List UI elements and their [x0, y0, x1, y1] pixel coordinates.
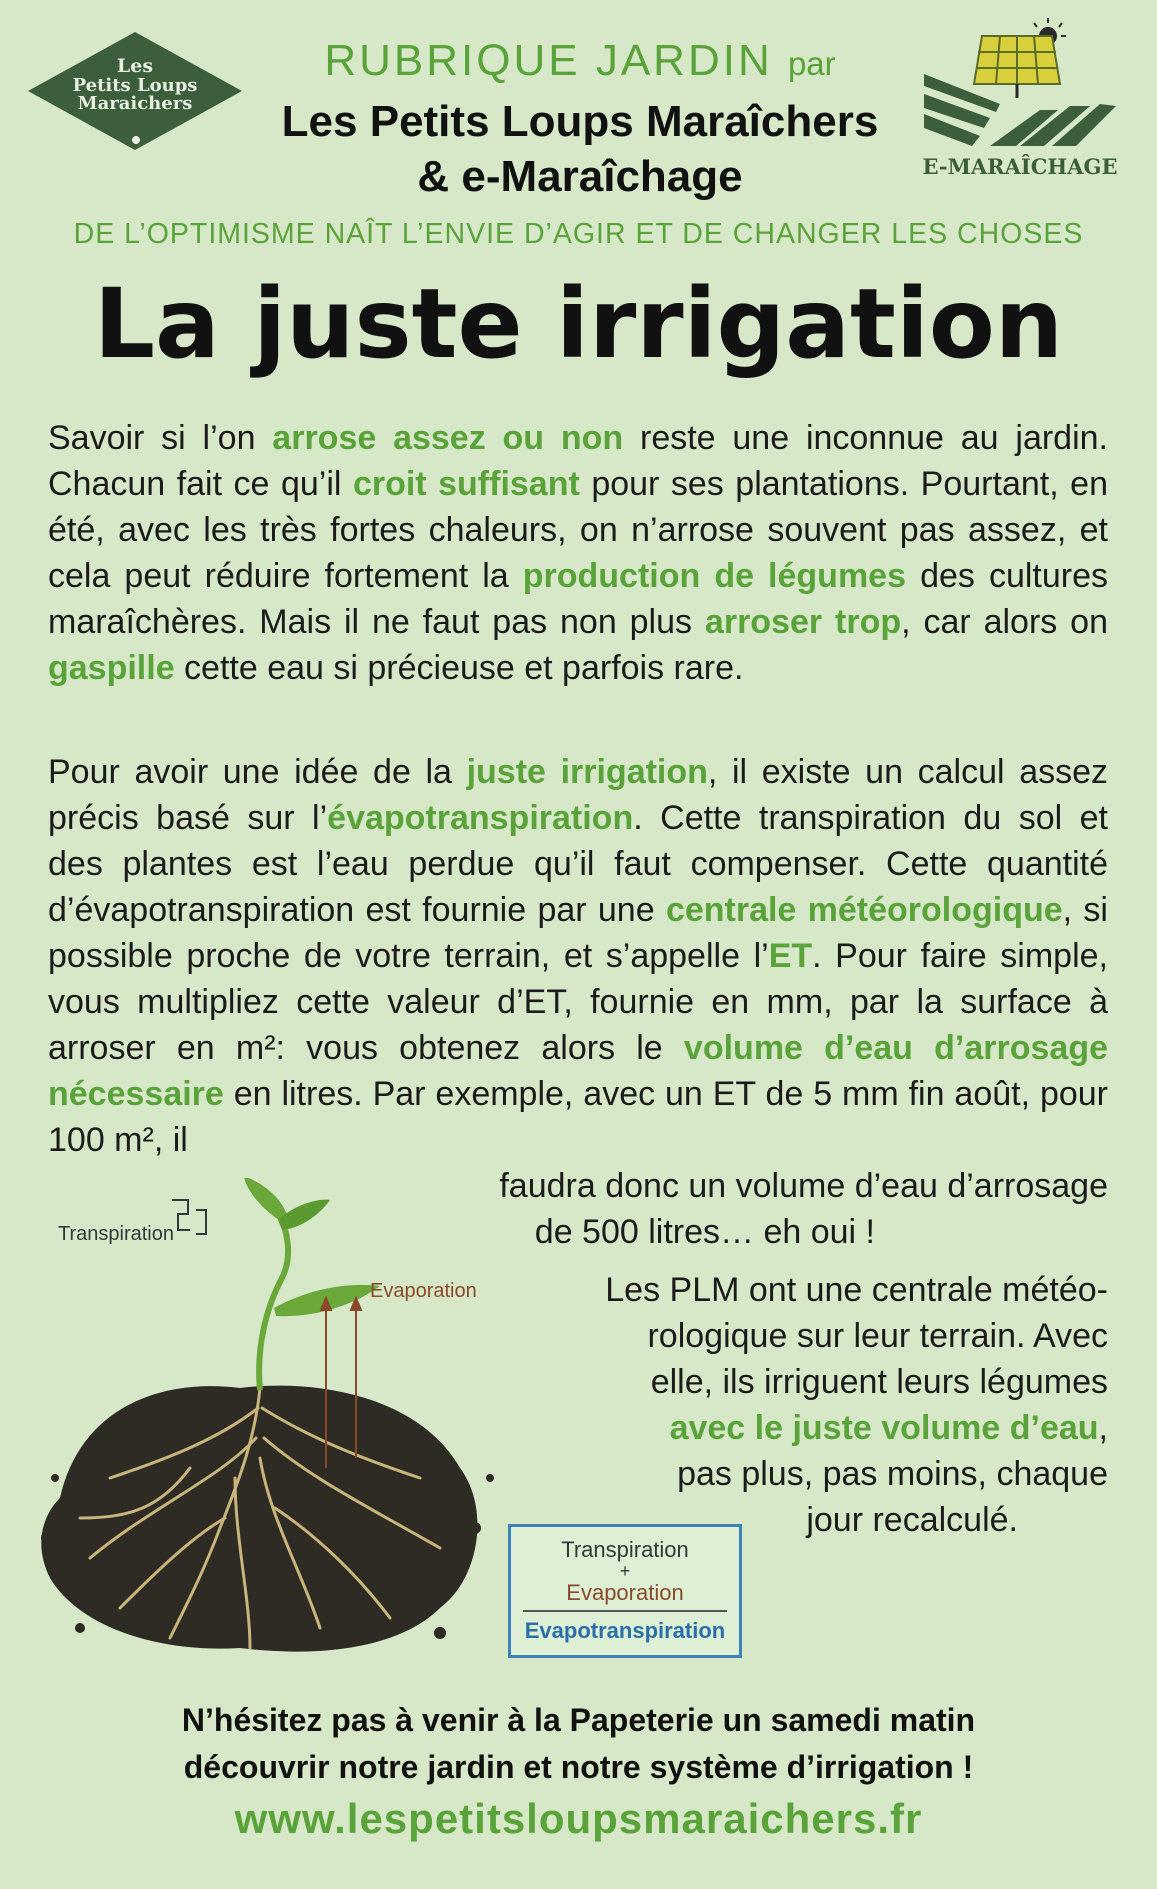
e-maraichage-logo	[920, 14, 1120, 189]
text-run: . Pour faire simple, vous multipliez cette valeur d’ET, fournie en mm, par la surface à arroser en m²: vous obtenez alors le	[48, 937, 1108, 1067]
paragraph-3-line-1: Les PLM ont une centrale météo-	[605, 1271, 1108, 1309]
paragraph-2-end-line-2: de 500 litres… eh oui !	[534, 1213, 875, 1251]
paragraph-3-line-6: jour recalculé.	[806, 1501, 1018, 1539]
paragraph-2	[48, 749, 1108, 1163]
highlighted-term: ET	[768, 937, 813, 975]
tagline: DE L’OPTIMISME NAÎT L’ENVIE D’AGIR ET DE CHANGER LES CHOSES	[73, 218, 1084, 250]
soil-mound	[41, 1386, 494, 1652]
solar-panel-icon	[974, 36, 1060, 98]
website-link[interactable]: www.lespetitsloupsmaraichers.fr	[234, 1795, 923, 1842]
text-run: , car alors on	[901, 603, 1108, 641]
text-run: Pour avoir une idée de la	[48, 753, 467, 791]
text-run: . Cette transpiration du sol et des plantes est l’eau perdue qu’il faut compenser. Cette quantité d’évapotranspiration est fournie par une	[48, 799, 1108, 929]
footer-line-2: découvrir notre jardin et notre système d’irrigation !	[183, 1749, 974, 1785]
eq-plus: +	[619, 1561, 631, 1581]
highlighted-term: arrose assez ou non	[272, 419, 624, 457]
logo-text-les: Les	[116, 55, 154, 77]
eq-evaporation: Evaporation	[566, 1580, 684, 1605]
eq-divider	[523, 1610, 727, 1612]
logo-text-maraichers: Maraichers	[77, 93, 193, 114]
paragraph-1	[48, 415, 1108, 691]
text-run: en litres. Par exemple, avec un ET de 5 mm fin août, pour 100 m², il	[48, 1075, 1108, 1159]
paragraph-3-line-5: pas plus, pas moins, chaque	[677, 1455, 1108, 1493]
seedling	[244, 1178, 380, 1390]
highlighted-term: centrale météorologique	[665, 891, 1063, 929]
facebook-icon	[132, 136, 140, 144]
text-run: reste une inconnue au jardin. Chacun fait ce qu’il	[48, 419, 1108, 503]
paragraph-2-end-line-1: faudra donc un volume d’eau d’arrosage	[499, 1167, 1108, 1205]
evaporation-label: Evaporation	[370, 1280, 477, 1302]
highlighted-term: évapotranspiration	[327, 799, 634, 837]
org-line-1: Les Petits Loups Maraîchers	[281, 97, 879, 146]
footer-line-1: N’hésitez pas à venir à la Papeterie un samedi matin	[181, 1702, 976, 1738]
highlighted-term: croit suffisant	[352, 465, 580, 503]
logo-text-petits-loups: Petits Loups	[72, 75, 198, 96]
text-run: pour ses plantations. Pourtant, en été, avec les très fortes chaleurs, on n’arrose souvent pas assez, et cela peut réduire fortement la	[48, 465, 1108, 595]
text-run: , il existe un calcul assez précis basé sur l’	[48, 753, 1109, 837]
rubrique-label: RUBRIQUE JARDIN	[324, 36, 773, 85]
footer-invitation	[0, 1697, 1157, 1791]
paragraph-3-line-3: elle, ils irriguent leurs légumes	[650, 1363, 1108, 1401]
text-run: cette eau si précieuse et parfois rare.	[174, 649, 744, 687]
highlighted-term: production de légumes	[522, 557, 907, 595]
highlighted-term: juste irrigation	[466, 753, 708, 791]
org-line-2: & e-Maraîchage	[417, 152, 743, 201]
text-run: Savoir si l’on	[48, 419, 273, 457]
organizations	[250, 94, 910, 204]
page-title: La juste irrigation	[93, 268, 1064, 380]
eq-result: Evapotranspiration	[524, 1618, 726, 1643]
highlighted-term: arroser trop	[704, 603, 902, 641]
rubrique-heading	[250, 36, 910, 86]
highlight-juste-volume: avec le juste volume d’eau	[669, 1409, 1099, 1447]
highlighted-term: volume d’eau d’arrosage nécessaire	[48, 1029, 1108, 1113]
eq-transpiration: Transpiration	[561, 1537, 689, 1562]
transpiration-symbol-icon	[172, 1200, 206, 1234]
e-maraichage-logo-text: E-MARAÎCHAGE	[922, 154, 1118, 179]
text-run: , si possible proche de votre terrain, et s’appelle l’	[48, 891, 1108, 975]
paragraph-3-line-4: avec le juste volume d’eau,	[669, 1409, 1108, 1447]
transpiration-label: Transpiration	[58, 1223, 174, 1245]
evapotranspiration-equation	[508, 1524, 742, 1658]
par-label: par	[787, 45, 836, 82]
plant-roots-illustration	[20, 1178, 500, 1678]
highlighted-term: gaspille	[48, 649, 175, 687]
paragraph-3-line-2: rologique sur leur terrain. Avec	[647, 1317, 1108, 1355]
petits-loups-maraichers-logo	[24, 28, 246, 154]
text-run: des cultures maraîchères. Mais il ne faut pas non plus	[48, 557, 1108, 641]
